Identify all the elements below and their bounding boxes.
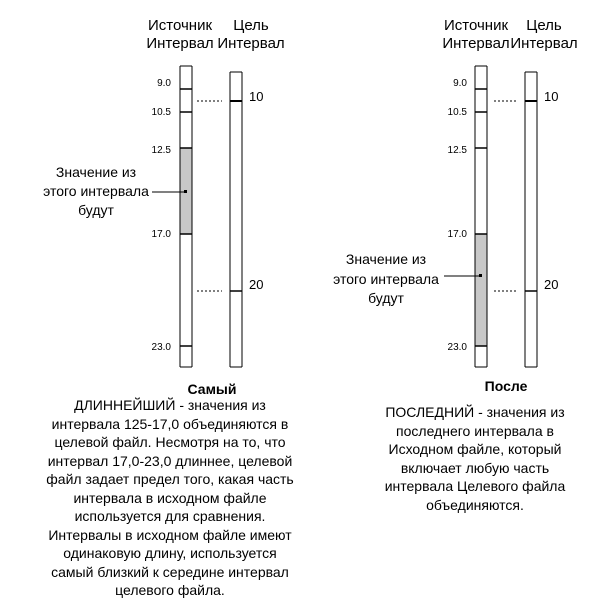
source-header-line2: Интервал <box>442 35 510 52</box>
description-line: последнего интервала в <box>396 422 554 439</box>
source-header-line2: Интервал <box>146 35 214 52</box>
description-longest <box>40 396 300 600</box>
description-line: интервала 125-17,0 объединяются в <box>51 415 289 432</box>
source-tick-label: 9.0 <box>453 78 467 89</box>
target-header-line2: Интервал <box>510 35 578 52</box>
source-tick-label: 10.5 <box>151 107 171 118</box>
target-tick-label: 10 <box>249 89 264 104</box>
description-line: интервала Целевого файла <box>384 478 566 494</box>
annotation-marker <box>184 190 187 193</box>
source-tick-label: 12.5 <box>447 145 467 156</box>
source-tick-label: 17.0 <box>447 229 467 240</box>
target-tick-label: 20 <box>249 277 264 292</box>
description-line: файл задает предел того, какая часть <box>46 471 294 487</box>
caption-bold: Самый <box>187 381 237 397</box>
panel-longest <box>43 17 285 397</box>
annotation-line1: Значение из <box>345 251 427 267</box>
caption-bold: После <box>484 378 528 394</box>
target-tick-label: 10 <box>544 89 559 104</box>
annotation-line3: будут <box>78 202 114 218</box>
description-line: целевой файл. Несмотря на то, что <box>54 434 286 450</box>
description-line: одинаковую длину, используется <box>63 545 277 561</box>
target-header-line1: Цель <box>526 17 562 34</box>
annotation-line3: будут <box>368 290 404 306</box>
annotation-line1: Значение из <box>55 164 137 180</box>
panel-last <box>333 17 578 394</box>
annotation-line2: этого интервала <box>43 183 149 199</box>
source-tick-label: 9.0 <box>157 78 171 89</box>
highlighted-interval <box>475 234 487 346</box>
source-tick-label: 17.0 <box>151 229 171 240</box>
annotation-line2: этого интервала <box>333 271 439 287</box>
target-header-line1: Цель <box>233 17 269 34</box>
description-line: Исходном файле, который <box>388 441 562 457</box>
description-line: объединяются. <box>426 496 524 513</box>
description-line: интервала в исходном файле <box>73 489 267 506</box>
description-line: ДЛИННЕЙШИЙ - значения из <box>74 397 266 413</box>
description-line: используется для сравнения. <box>74 508 266 524</box>
description-line: интервал 17,0-23,0 длиннее, целевой <box>47 452 293 469</box>
source-tick-label: 23.0 <box>447 342 467 353</box>
target-tick-label: 20 <box>544 277 559 292</box>
source-tick-label: 10.5 <box>447 107 467 118</box>
target-header-line2: Интервал <box>217 35 285 52</box>
description-line: ПОСЛЕДНИЙ - значения из <box>385 404 565 420</box>
source-header-line1: Источник <box>147 17 213 34</box>
description-line: самый близкий к середине интервал <box>51 563 289 580</box>
annotation-marker <box>479 274 482 277</box>
source-tick-label: 23.0 <box>151 342 171 353</box>
description-last <box>360 403 590 514</box>
description-line: целевого файла. <box>115 582 225 598</box>
source-tick-label: 12.5 <box>151 145 171 156</box>
description-line: Интервалы в исходном файле имеют <box>48 526 292 543</box>
description-line: включает любую часть <box>400 459 550 476</box>
source-header-line1: Источник <box>443 17 509 34</box>
